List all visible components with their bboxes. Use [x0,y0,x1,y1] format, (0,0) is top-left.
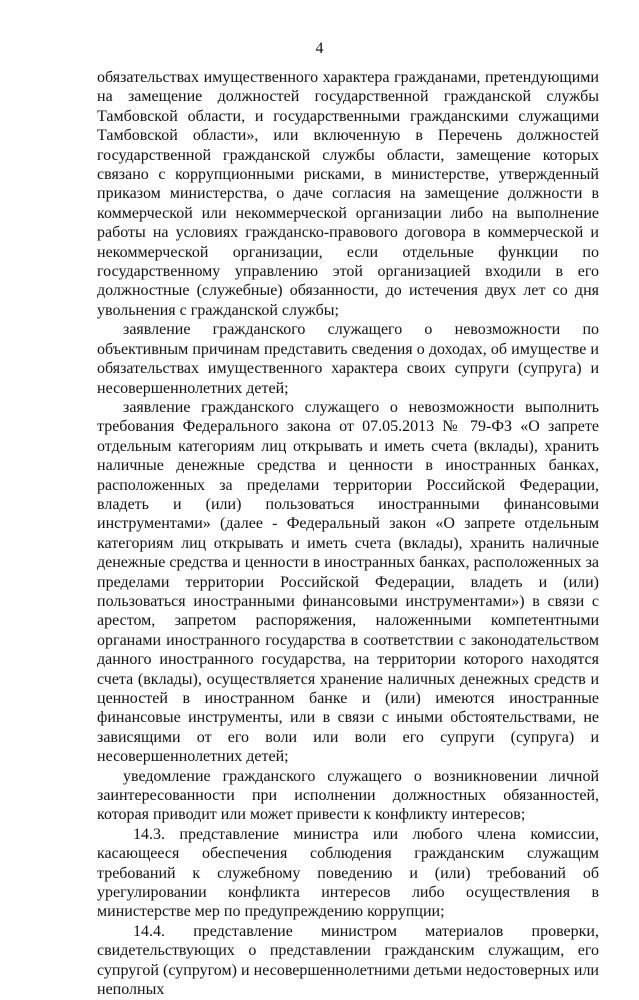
paragraph-statement-foreign-accounts: заявление гражданского служащего о невозможности выполнить требования Федерального закона от 07.05.2013 № 79-ФЗ «О запрете отдельным категориям лиц открывать и иметь счета (вклады), хранить наличные денежные средства и ценности в иностранных банках, расположенных за пределами территории Российской Федерации, владеть и (или) пользоваться иностранными финансовыми инструментами» (далее - Федеральный закон «О запрете отдельным категориям лиц открывать и иметь счета (вклады), хранить наличные денежные средства и ценности в иностранных банках, расположенных за пределами территории Российской Федерации, владеть и (или) пользоваться иностранными финансовыми инструментами») в связи с арестом, запретом распоряжения, наложенными компетентными органами иностранного государства в соответствии с законодательством данного иностранного государства, на территории которого находятся счета (вклады), осуществляется хранение наличных денежных средств и ценностей в иностранном банке и (или) имеются иностранные финансовые инструменты, или в связи с иными обстоятельствами, не зависящими от его воли или воли его супруги (супруга) и несовершеннолетних детей; [97,398,599,766]
paragraph-continuation: обязательствах имущественного характера гражданами, претендующими на замещение должностей государственной гражданской службы Тамбовской области, и государственными гражданскими служащими Тамбовской области», или включенную в Перечень должностей государственной гражданской службы области, замещение которых связано с коррупционными рисками, в министерстве, утвержденный приказом министерства, о даче согласия на замещение должности в коммерческой или некоммерческой организации либо на выполнение работы на условиях гражданско-правового договора в коммерческой и некоммерческой организации, если отдельные функции по государственному управлению этой организацией входили в его должностные (служебные) обязанности, до истечения двух лет со дня увольнения с гражданской службы; [97,69,599,319]
paragraph-14-4: 14.4. представление министром материалов проверки, свидетельствующих о представлении гражданским служащим, его супругой (супругом) и несовершеннолетними детьми недостоверных или неполных [97,922,599,999]
page-number: 4 [315,40,324,57]
document-body [97,68,599,1000]
paragraph-14-3: 14.3. представление министра или любого члена комиссии, касающееся обеспечения соблюдения гражданским служащим требований к служебному поведению и (или) требований об урегулировании конфликта интересов либо осуществления в министерстве мер по предупреждению коррупции; [97,825,599,921]
paragraph-notice-conflict: уведомление гражданского служащего о возникновении личной заинтересованности при исполнении должностных обязанностей, которая приводит или может привести к конфликту интересов; [97,767,599,824]
paragraph-statement-income: заявление гражданского служащего о невозможности по объективным причинам представить сведения о доходах, об имуществе и обязательствах имущественного характера своих супруги (супруга) и несовершеннолетних детей; [97,321,599,397]
